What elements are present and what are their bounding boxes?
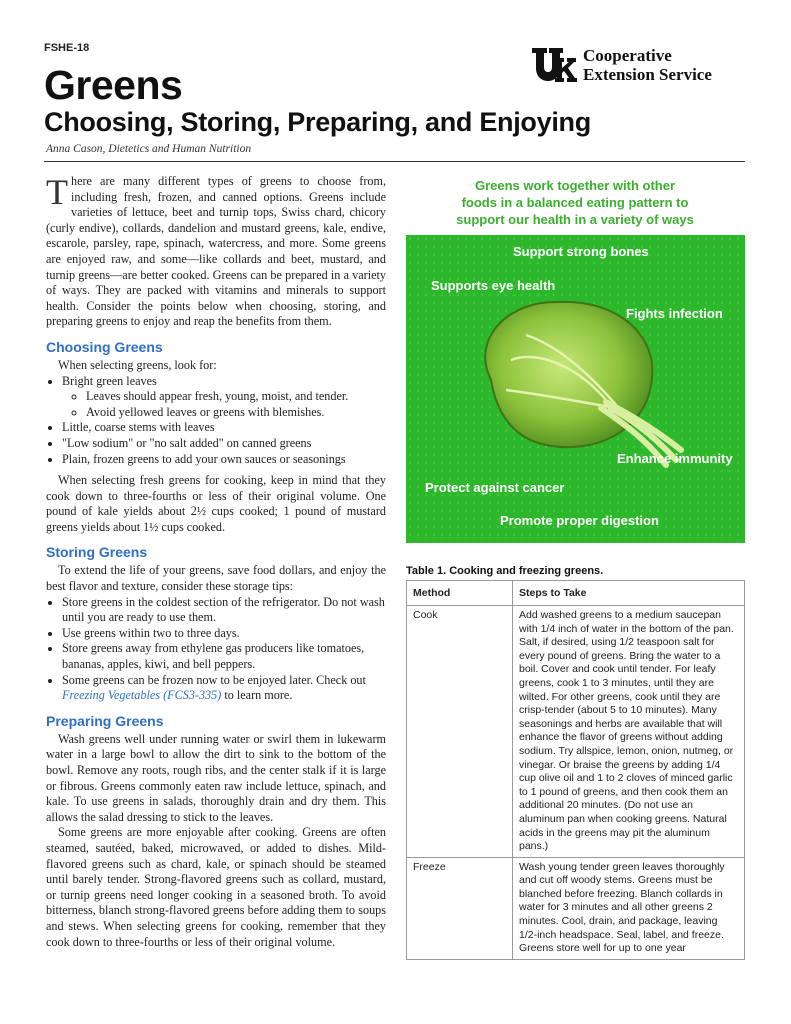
- org-name-line2: Extension Service: [583, 65, 712, 84]
- list-item: • Little, coarse stems with leaves: [62, 420, 386, 436]
- benefit-label: Supports eye health: [431, 278, 556, 293]
- list-item: [62, 673, 386, 704]
- method-cell: Freeze: [407, 857, 513, 959]
- org-name: [583, 46, 712, 84]
- steps-cell: Add washed greens to a medium saucepan with 1/4 inch of water in the bottom of the pan. Salt, if desired, using 1/2 teaspoon salt for every pound of greens. Bring the water to a boil. Cover and cook until tender. For leafy greens, cook 1 to 3 minutes, until they are wilted. For other greens, cook until they are crisp-tender (about 5 to 10 minutes). Many seasonings and herbs are available that will enhance the flavor of greens without adding sodium. Try allspice, lemon, onion, nutmeg, or vinegar. Or braise the greens by adding 1/4 cup olive oil and 1 to 2 cloves of minced garlic to 1 pound of greens, and then cook them an additional 20 minutes. (Do not use an aluminum pan when cooking greens. Natural acids in the greens may pit the aluminum pans.): [513, 606, 745, 858]
- promo-line: support our health in a variety of ways: [456, 212, 694, 227]
- table-row: [407, 606, 745, 858]
- header-divider: [44, 161, 745, 162]
- list-item: • Store greens away from ethylene gas producers like tomatoes, bananas, apples, kiwi, and bell peppers.: [62, 641, 386, 672]
- page-subtitle: Choosing, Storing, Preparing, and Enjoying: [44, 107, 591, 137]
- steps-cell: Wash young tender green leaves thoroughly and cut off woody stems. Greens must be blanched before freezing. Blanch collards in water for 3 minutes and all other greens 2 minutes. Cool, drain, and package, leaving 1/2-inch headspace. Seal, label, and freeze. Greens store well for up to one year: [513, 857, 745, 959]
- extension-logo: [531, 46, 746, 86]
- benefits-graphic: [406, 235, 745, 543]
- preparing-paragraph-2: Some greens are more enjoyable after cooking. Greens are often steamed, sautéed, baked, microwaved, or added to dishes. Mild-flavored greens such as chard, kale, or spinach should be steamed until barely tender. Strong-flavored greens such as collard, mustard, or turnip greens need longer cooking in a seasoned broth. To avoid bitterness, blanch strong-flavored greens before adding them to soups and stews. When selecting greens for cooking, remember that they cook down to three-fourths or less of their original volume.: [46, 825, 386, 949]
- drop-cap: T: [46, 172, 68, 212]
- org-name-line1: Cooperative: [583, 46, 672, 65]
- list-item: • Plain, frozen greens to add your own sauces or seasonings: [62, 452, 386, 468]
- left-column: [46, 174, 386, 950]
- preparing-heading: Preparing Greens: [46, 712, 164, 729]
- benefit-label: Support strong bones: [513, 244, 649, 259]
- benefit-label: Fights infection: [626, 306, 723, 321]
- list-item: ◦ Avoid yellowed leaves or greens with blemishes.: [86, 405, 386, 421]
- storing-list: [46, 595, 386, 704]
- list-item-text: Bright green leaves: [62, 373, 157, 388]
- list-item-text: to learn more.: [221, 688, 293, 703]
- list-item: • "Low sodium" or "no salt added" on canned greens: [62, 436, 386, 452]
- choosing-paragraph: When selecting fresh greens for cooking, keep in mind that they cook down to three-fourths or less of their original volume. One pound of kale yields about 2½ cups cooked; 1 pound of mustard greens yields about 1½ cups cooked.: [46, 473, 386, 534]
- publication-code: FSHE-18: [44, 42, 90, 54]
- uk-logo-icon: [531, 46, 577, 84]
- table-header-row: [407, 581, 745, 606]
- preparing-paragraph-1: Wash greens well under running water or swirl them in lukewarm water in a large bowl to allow the dirt to sink to the bottom of the bowl. Remove any roots, rough ribs, and the center stalk if it is large or fibrous. Greens commonly eaten raw include lettuce, spinach, and kale. To use greens in salads, thoroughly drain and dry them. This allows the salad dressing to stick to the leaves.: [46, 731, 386, 824]
- promo-line: foods in a balanced eating pattern to: [461, 195, 689, 210]
- list-item-text: Some greens can be frozen now to be enjoyed later. Check out: [62, 672, 366, 687]
- page-title: Greens: [44, 62, 183, 108]
- promo-line: Greens work together with other: [474, 178, 676, 193]
- storing-heading: Storing Greens: [46, 544, 148, 561]
- list-item: ◦ Leaves should appear fresh, young, moist, and tender.: [86, 389, 386, 405]
- benefit-label: Enhance immunity: [617, 451, 733, 466]
- table-caption: Table 1. Cooking and freezing greens.: [406, 565, 604, 577]
- storing-lead: To extend the life of your greens, save food dollars, and enjoy the best flavor and texture, consider these storage tips:: [46, 563, 386, 594]
- table-row: [407, 857, 745, 959]
- column-header: Steps to Take: [513, 581, 745, 606]
- column-header: Method: [407, 581, 513, 606]
- intro-text: here are many different types of greens to choose from, including fresh, frozen, and canned options. Greens include varieties of lettuce, beet and turnip tops, Swiss chard, chicory (curly endive), collards, dandelion and mustard greens, kale, endive, escarole, parsley, rape, spinach, watercress, and more. Some greens are enjoyed raw, and some—like collards and beet, mustard, and turnip greens—are better cooked. Greens can be prepared in a variety of ways. They are packed with vitamins and minerals to support health. Consider the points below when choosing, storing, and preparing greens to enjoy and reap the benefits from them.: [46, 174, 386, 329]
- list-item: [62, 374, 386, 421]
- list-item: • Use greens within two to three days.: [62, 626, 386, 642]
- benefit-label: Protect against cancer: [425, 480, 565, 495]
- choosing-list: [46, 374, 386, 468]
- cooking-freezing-table: [406, 580, 745, 960]
- choosing-lead: When selecting greens, look for:: [58, 357, 217, 372]
- choosing-heading: Choosing Greens: [46, 338, 163, 355]
- author-line: Anna Cason, Dietetics and Human Nutrition: [46, 143, 252, 155]
- promo-heading: [405, 177, 745, 228]
- method-cell: Cook: [407, 606, 513, 858]
- choosing-sublist: [62, 389, 386, 420]
- intro-paragraph: [46, 174, 386, 330]
- benefit-label: Promote proper digestion: [500, 513, 659, 528]
- list-item: • Store greens in the coldest section of the refrigerator. Do not wash until you are ready to use them.: [62, 595, 386, 626]
- freezing-vegetables-link[interactable]: Freezing Vegetables (FCS3-335): [62, 688, 222, 703]
